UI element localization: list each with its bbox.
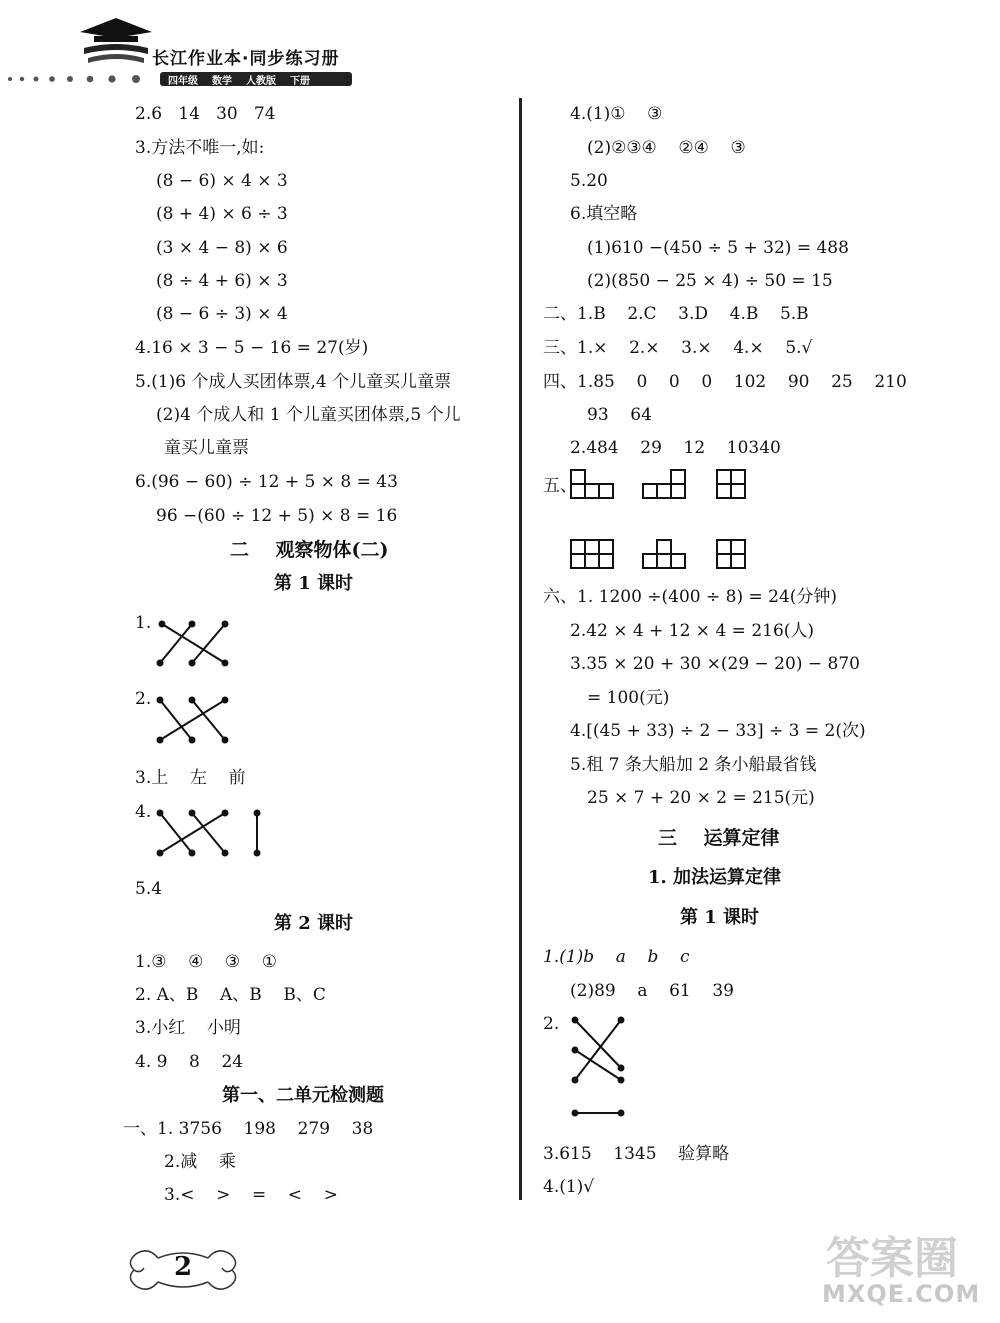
matching-diagram-2 [150, 692, 240, 752]
answer-line: 3.方法不唯一,如: [135, 138, 265, 158]
lesson-2-title: 第 2 课时 [274, 913, 354, 934]
answer-label: 2. [543, 1014, 560, 1034]
answer-line: (8 − 6 ÷ 3) × 4 [156, 304, 288, 324]
answer-line: 4.(1)① ③ [570, 104, 663, 124]
answer-line: 3.上 左 前 [135, 768, 246, 788]
unit-3-title: 三 运算定律 [658, 827, 780, 849]
watermark-logo: 答案圈 [826, 1233, 958, 1284]
volume-label: 下册 [290, 76, 310, 87]
answer-line: 6.填空略 [570, 204, 638, 224]
matching-diagram-1 [150, 615, 240, 675]
answer-line: 1.(1)b a b c [543, 947, 690, 967]
answer-line: (8 + 4) × 6 ÷ 3 [156, 204, 288, 224]
answer-line: (2)②③④ ②④ ③ [587, 138, 746, 158]
answer-label: 五、 [543, 476, 577, 496]
answer-line: 5.4 [135, 879, 163, 899]
answer-line: (8 ÷ 4 + 6) × 3 [156, 271, 288, 291]
answer-line: 5.20 [570, 171, 608, 191]
test-title: 第一、二单元检测题 [222, 1085, 384, 1106]
unit-3-subtitle: 1. 加法运算定律 [648, 867, 782, 888]
lesson-1-title: 第 1 课时 [274, 573, 354, 594]
answer-line: 25 × 7 + 20 × 2 = 215(元) [587, 788, 815, 808]
block-view-drawings [565, 470, 765, 570]
answer-line: 96 −(60 ÷ 12 + 5) × 8 = 16 [156, 506, 398, 526]
header-subtitle [168, 72, 310, 87]
unit-2-title: 二 观察物体(二) [230, 539, 389, 561]
answer-line: (3 × 4 − 8) × 6 [156, 238, 288, 258]
answer-label: 1. [135, 613, 152, 633]
answer-line: 2. A、B A、B B、C [135, 985, 326, 1005]
answer-line: 2.484 29 12 10340 [570, 438, 781, 458]
answer-line: 二、1.B 2.C 3.D 4.B 5.B [543, 304, 809, 324]
answer-line: (2)89 a 61 39 [570, 981, 734, 1001]
answer-line: 5.租 7 条大船加 2 条小船最省钱 [570, 755, 817, 775]
answer-label: 4. [135, 802, 152, 822]
answer-line: 3.35 × 20 + 30 ×(29 − 20) − 870 [570, 654, 860, 674]
page-number: 2 [174, 1252, 193, 1282]
answer-line: 4.(1)√ [543, 1177, 595, 1197]
edition-label: 人教版 [246, 76, 276, 87]
answer-line: 六、1. 1200 ÷(400 ÷ 8) = 24(分钟) [543, 587, 838, 607]
answer-line: 4. 9 8 24 [135, 1052, 244, 1072]
answer-line: 2.减 乘 [164, 1152, 236, 1172]
matching-diagram-4 [565, 1012, 645, 1122]
answer-line: = 100(元) [587, 688, 670, 708]
answer-line: 4.[(45 + 33) ÷ 2 − 33] ÷ 3 = 2(次) [570, 721, 866, 741]
answer-line: (1)610 −(450 ÷ 5 + 32) = 488 [587, 238, 849, 258]
answer-line: 四、1.85 0 0 0 102 90 25 210 [543, 372, 907, 392]
subject-label: 数学 [212, 76, 232, 87]
answer-line: 3.< > = < > [164, 1185, 338, 1205]
matching-diagram-3 [150, 805, 270, 865]
answer-label: 2. [135, 689, 152, 709]
answer-line: (8 − 6) × 4 × 3 [156, 171, 288, 191]
answer-line: 3.615 1345 验算略 [543, 1144, 730, 1164]
answer-line: 三、1.× 2.× 3.× 4.× 5.√ [543, 338, 813, 358]
book-logo-icon [80, 18, 152, 70]
answer-line: 2.42 × 4 + 12 × 4 = 216(人) [570, 621, 815, 641]
answer-line: 2.6 14 30 74 [135, 104, 276, 124]
answer-line: 4.16 × 3 − 5 − 16 = 27(岁) [135, 338, 369, 358]
header-title: 长江作业本·同步练习册 [152, 49, 340, 69]
answer-line: 6.(96 − 60) ÷ 12 + 5 × 8 = 43 [135, 472, 398, 492]
answer-line: 童买儿童票 [164, 438, 249, 458]
lesson-1-title-right: 第 1 课时 [680, 907, 760, 928]
watermark-url: MXQE.COM [822, 1280, 981, 1308]
answer-line: (2)(850 − 25 × 4) ÷ 50 = 15 [587, 271, 833, 291]
column-divider [519, 98, 522, 1200]
answer-line: 一、1. 3756 198 279 38 [123, 1119, 374, 1139]
page-header [0, 0, 1000, 95]
grade-label: 四年级 [168, 76, 198, 87]
answer-line: 5.(1)6 个成人买团体票,4 个儿童买儿童票 [135, 372, 452, 392]
answer-line: (2)4 个成人和 1 个儿童买团体票,5 个儿 [156, 405, 461, 425]
answer-line: 3.小红 小明 [135, 1018, 241, 1038]
answer-line: 93 64 [587, 405, 652, 425]
answer-line: 1.③ ④ ③ ① [135, 952, 278, 972]
